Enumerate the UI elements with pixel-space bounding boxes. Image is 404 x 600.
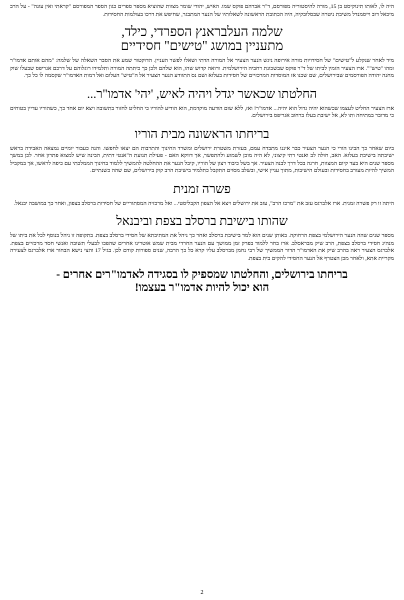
section-heading-first-escape [10,127,394,141]
heading-line: מתעניין במושג "טישים" חסידיים [120,38,284,53]
section-heading-temporary-compromise [10,182,394,196]
page-number: 2 [200,590,204,596]
intro-paragraph: היה לו, לאותו תינוקיסט בן 15, מורה להיסטוריה מפורסם, ד"ר אברהם פוקס שמו. האיש, יהודי שומר מצוות שהוציא מספר ספרים כגון הספר המפורסם "קראתי ואין עונה" - על הרב מיכאל דוב וייסמנדל משיבת ניטרה שבסלובקיה, היה הכתובת הראשונה לשאלותיו של הנער המתבגר, שחיפש את דרכו בעולמות החסידות. [10,4,395,18]
heading-line: שהותו בישיבת ברסלב בצפת וביבנאל [116,214,288,228]
heading-line: הוא יכול להיות אדמו"ר בעצמו! [134,282,270,294]
heading-line: החלטתו שכאשר יגדל ויהיה לאיש, 'יהי' אדמו"ר... [87,86,317,101]
section-heading-admor-decision [10,87,394,101]
section-heading-breslov-yeshiva [10,214,394,228]
heading-line: שלמה העלבראנץ הספרדי, כילד, [121,24,283,39]
heading-line: בריחתו הראשונה מבית הוריו [134,126,270,141]
paragraph-tish-question: מיד לאחר שנקלע ל"טישים" של חסידויות מורה אירופה ניגש הנער הצעיר אל המורה הדתי ושאלו לפשר העניין. הדוקטור שמע את הסבר השאלה של שלמה: "מהם אותם אדמו"ר ומהו "טיש"". ארז הצעיר הזמין לביתו של ד"ר פוקס שבשכונת רחביה הירושלמית. ורואה קדוש שהו, הוא שלהם ולכן כך כיתתה המורה ותלמידו רוגלוהם על דרכם אגריפס שבעלו שוק מחנה יהודה הפורסמים שבירושלים, שם שכנו אז המוסדות המרכזיים של חסידות בעלזא ושם נס התוודע הנער הצעיר אל ה"טיש" העלום ואל דמות האדמו"ר שקסמה לו כל כך. [10,58,394,79]
paragraph-first-escape: ביום שאחר כך הבינו הורי כי הנער הצעיר כבר איננו מתבדח עמם, בעזרת משטרת ירושלים ומשרד החינוך והתרבות הם יצאו לחפשו. והנה כעבור יומיים נמצאה האבידה בראש ישיבתה בישיבת בעלזא. האב, חולה לב ואנטי דתי קיצוני, לא היה מוכן לשמוע ולהתפשר, אך דווקא האם - פעילת תנועת ה"אנטי דתית, הבינה שיש למצוא פתרון אחר. לכן במשך מספר שנים היא בעד קיום המצוות, חרגה בכל דרך לבנה הצעיר. אך בשל כיבוד רצון של הוריו, קיבל הנער את ההחלטה להמשיך ללמוד בחינוך הממלכתי עם כיפה לראשו, אך במקביל המשיך להיות מעורב בחסידות ובעולם הישיבות, מתוך עניין אישי, ובשלב מסוים התקבל כתלמיד בישיבת הרב קוק בירושלים, שם שהה כשנתיים. [10,145,394,174]
paragraph-return-to-faith: ארז הצעיר החליט לעצמו שכשהוא יהיה גדול הוא יהיה... אדמו"ר! ואז, ללא שום הודעה מוקדמת, הוא הודיע להוריו כי החליט לחזור בתשובה ויצא יום אחד כך, כשהוריו עדיין בטוחים כי מדובר במתיחה ותו לא, אל ישיבת בעלז ברחוב אגריפס בירושלים. [10,105,394,119]
heading-line: בריחתו בירושלים, והחלטתו שמספיק לו בסגידה לאדמו"רים אחרים - [56,269,348,281]
section-heading-childhood [10,25,394,53]
section-heading-becoming-admor [10,269,394,295]
paragraph-temporary-compromise: היתה זו רק פשרה זמנית. ארז אלברגס עזב את "מרכז הרב", עזב את ירושלים ויצא אל הצפון הקבליסטי... ואל מרכזיה המסתוריים של חסידות ברסלב בצפון, ואחר כך במושבה יבנאל. [13,200,394,207]
paragraph-breslov-yeshiva: מספר שנים שהה הנער הירושלמי בצפת הרחוקה. באותן שנים הוא למד בישיבת ברסלב ואחר כך ניהל את המתיבתא של חסידי ברסלב בצפת. בתקופה זו ניהל בנוסף לכל את ביתו של מנהיג חסידי ברסלב בצפת, הרב שיק מבראסלב. ארז בחר ללמוד בפרק זמן ממושך עם הנער החרדי מבית שמש אוטרינו אחרים שהפכו לבעלי תשובה ואנשי חסד מרכזיים בצפת. אלברגס הצעיר ראה בהרב שיק את האדמו"ר הדור הממשיך של רבי נחמן מברסלב עליו קרא כל כך הרבה, שנים ספורות קודם לכן. בגיל 17 והצי נישא הבחור ארז אלברגס לצעירה מקריית אתא, ולאחר מכן הצטרף אל הנער החסידי להקים בית בצפת. [10,233,394,262]
heading-line: פשרה זמנית [173,181,231,196]
